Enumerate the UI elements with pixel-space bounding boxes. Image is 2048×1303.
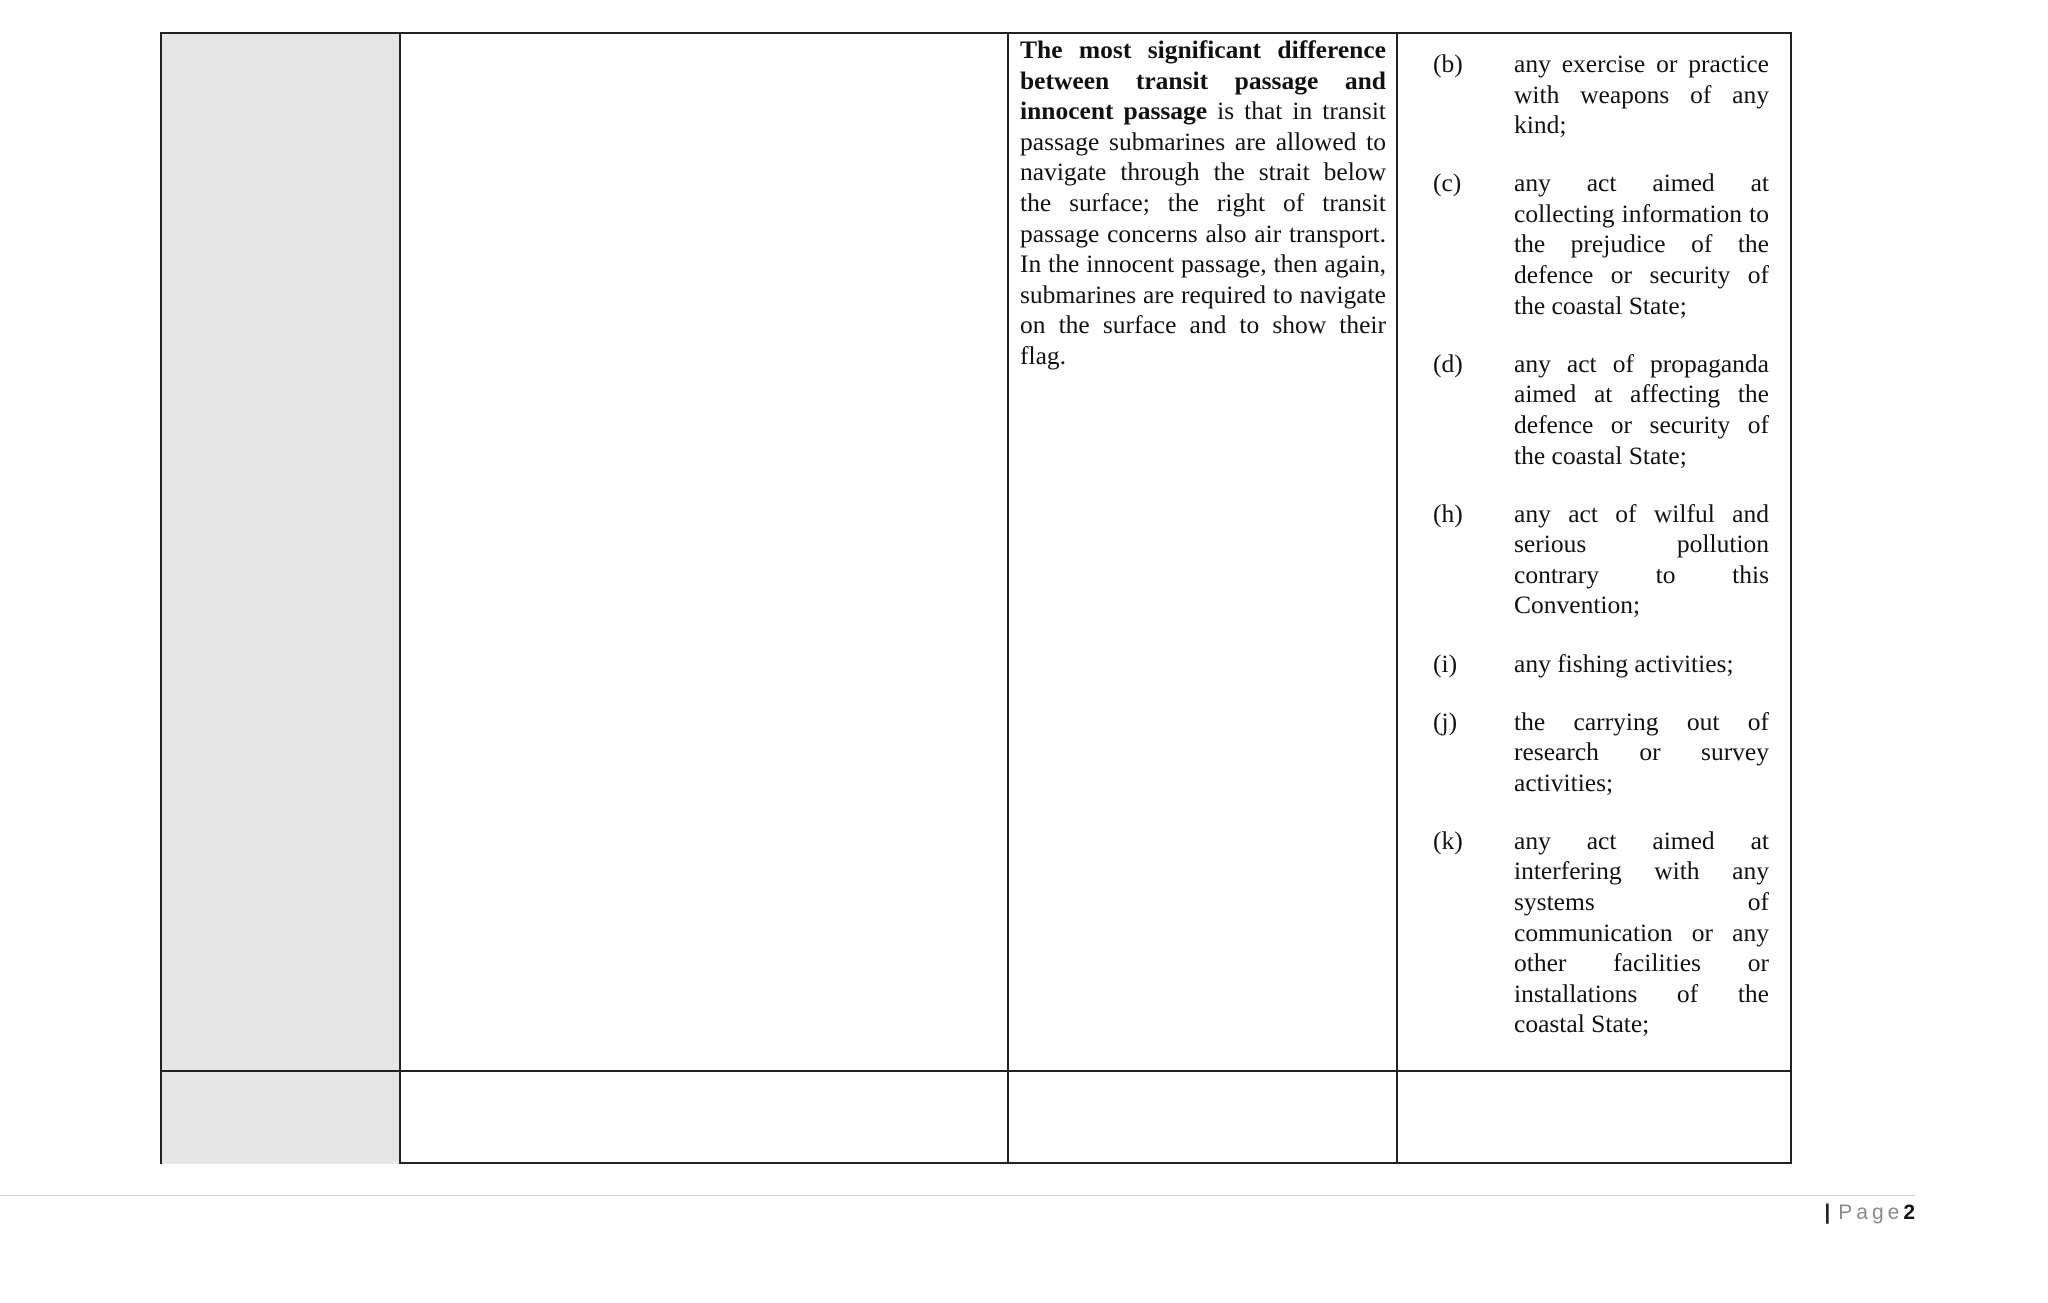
clause-text: any act aimed at interfering with any systems of communication or any other facilities or installations of the coastal State; bbox=[1514, 825, 1769, 1039]
comparison-table bbox=[160, 32, 1792, 1164]
clause-label: (d) bbox=[1433, 348, 1463, 378]
clause-text: the carrying out of research or survey activities; bbox=[1514, 706, 1769, 797]
clause-text: any act of wilful and serious pollution contrary to this Convention; bbox=[1514, 498, 1769, 620]
clause-item bbox=[1433, 168, 1769, 321]
clause-label: (b) bbox=[1433, 49, 1463, 78]
clause-label: (k) bbox=[1433, 825, 1463, 855]
clause-label: (i) bbox=[1433, 648, 1458, 678]
page-word: Page bbox=[1838, 1201, 1904, 1224]
clause-label: (c) bbox=[1433, 168, 1462, 198]
clause-text: any fishing activities; bbox=[1514, 648, 1734, 678]
clause-text: any act of propaganda aimed at affecting the defence or security of the coastal State; bbox=[1514, 348, 1769, 470]
footer-divider bbox=[0, 1195, 1915, 1196]
empty-cell bbox=[401, 34, 1009, 1070]
clause-item bbox=[1433, 499, 1769, 621]
convention-text-cell bbox=[1398, 34, 1792, 1070]
clause-label: (j) bbox=[1433, 706, 1458, 736]
shaded-label-cell bbox=[162, 34, 401, 1070]
page-number: 2 bbox=[1903, 1201, 1915, 1224]
clause-text: any act aimed at collecting information to the prejudice of the defence or security of the coastal State; bbox=[1514, 168, 1769, 320]
paragraph-bold-lead: The most significant difference between transit passage and innocent passage bbox=[1020, 35, 1386, 126]
empty-cell bbox=[401, 1072, 1009, 1164]
footer-separator: | bbox=[1824, 1201, 1831, 1224]
commentary-cell bbox=[1009, 34, 1398, 1070]
clause-item bbox=[1433, 49, 1769, 141]
clause-text: any exercise or practice with weapons of any kind; bbox=[1514, 49, 1769, 140]
empty-cell bbox=[1398, 1072, 1792, 1164]
paragraph-body: is that in transit passage submarines are allowed to navigate through the strait below the surface; the right of transit passage concerns also air transport. In the innocent passage, then again, submarines are required to navigate on the surface and to show their flag. bbox=[1020, 96, 1386, 370]
page-number-footer bbox=[1824, 1199, 1915, 1227]
clause-item bbox=[1433, 826, 1769, 1040]
clause-list bbox=[1433, 49, 1769, 1068]
empty-cell bbox=[1009, 1072, 1398, 1164]
clause-item bbox=[1433, 349, 1769, 471]
shaded-label-cell bbox=[162, 1072, 401, 1164]
difference-paragraph bbox=[1020, 35, 1386, 372]
clause-item bbox=[1433, 649, 1769, 680]
clause-label: (h) bbox=[1433, 498, 1463, 528]
table-row-empty bbox=[162, 1072, 1790, 1164]
table-row bbox=[162, 34, 1790, 1072]
clause-item bbox=[1433, 707, 1769, 799]
